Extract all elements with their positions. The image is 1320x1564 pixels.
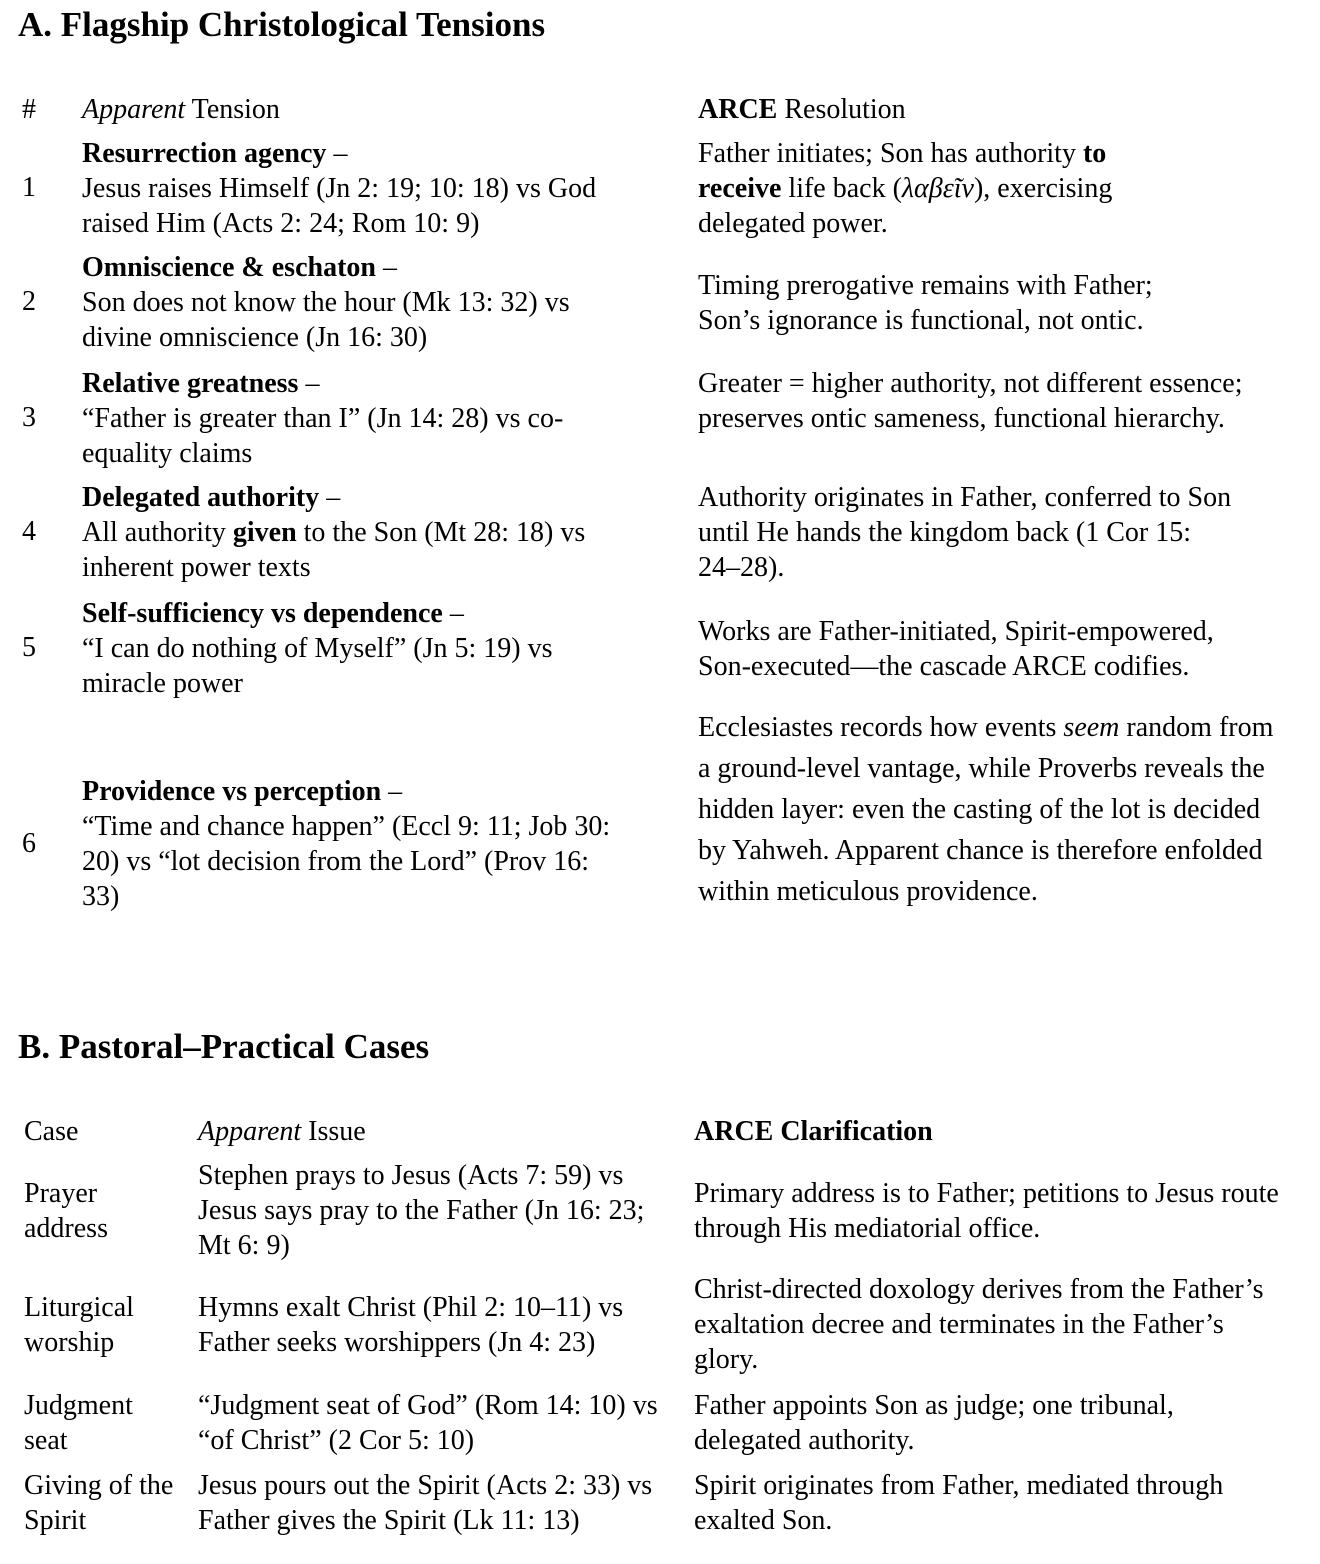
- resolution-cell: [698, 707, 1288, 912]
- section-b-title: B. Pastoral–Practical Cases: [18, 1027, 430, 1066]
- dash: –: [326, 138, 348, 169]
- apparent-label: Apparent: [82, 94, 186, 125]
- resolution-text: Father initiates; Son has authority: [698, 138, 1083, 169]
- col-header-clarification: ARCE Clarification: [694, 1116, 933, 1147]
- dash: –: [442, 598, 464, 629]
- dash: –: [298, 368, 320, 399]
- issue-cell: Hymns exalt Christ (Phil 2: 10–11) vs Father seeks worshippers (Jn 4: 23): [198, 1292, 624, 1358]
- tension-heading: Omniscience & eschaton: [82, 252, 376, 283]
- clarification-cell: Spirit originates from Father, mediated through exalted Son.: [694, 1470, 1224, 1536]
- clarification-cell: Primary address is to Father; petitions to Jesus route through His mediatorial office.: [694, 1178, 1279, 1244]
- resolution-emphasis: to receive: [698, 138, 1107, 204]
- issue-cell: “Judgment seat of God” (Rom 14: 10) vs “of Christ” (2 Cor 5: 10): [198, 1390, 658, 1456]
- tension-heading: Providence vs perception: [82, 776, 382, 807]
- issue-cell: Stephen prays to Jesus (Acts 7: 59) vs Jesus says pray to the Father (Jn 16: 23; Mt 6: 9): [198, 1160, 645, 1261]
- tension-cell: [82, 136, 682, 241]
- issue-label: Issue: [301, 1116, 366, 1147]
- resolution-cell: Timing prerogative remains with Father; Son’s ignorance is functional, not ontic.: [698, 270, 1153, 336]
- tension-cell: [82, 250, 682, 355]
- dash: –: [375, 252, 397, 283]
- clarification-cell: Christ-directed doxology derives from the Father’s exaltation decree and terminates in the Father’s glory.: [694, 1274, 1264, 1375]
- tension-cell: [82, 366, 682, 471]
- resolution-label: Resolution: [777, 94, 906, 125]
- tension-text: Jesus raises Himself (Jn 2: 19; 10: 18) vs God raised Him (Acts 2: 24; Rom 10: 9): [82, 173, 597, 239]
- row-number: 4: [22, 516, 36, 547]
- col-header-tension: [82, 92, 280, 127]
- apparent-label: Apparent: [198, 1116, 302, 1147]
- resolution-cell: Greater = higher authority, not different essence; preserves ontic sameness, functional hierarchy.: [698, 368, 1243, 434]
- dash: –: [381, 776, 403, 807]
- dash: –: [319, 482, 341, 513]
- tension-text: All authority given to the Son (Mt 28: 18) vs inherent power texts: [82, 517, 586, 583]
- row-number: 3: [22, 402, 36, 433]
- col-header-issue: [198, 1114, 366, 1149]
- tension-heading: Relative greatness: [82, 368, 299, 399]
- resolution-emphasis: seem: [1063, 712, 1120, 743]
- case-cell: Giving of the Spirit: [24, 1470, 174, 1536]
- section-a-title: A. Flagship Christological Tensions: [18, 5, 546, 44]
- resolution-cell: [698, 136, 1168, 241]
- resolution-text: random from a ground-level vantage, while Proverbs reveals the hidden layer: even the casting of the lot is decided by Yahweh. Apparent chance is therefore enfolded within meticulous providence.: [698, 712, 1274, 907]
- case-cell: Liturgical worship: [24, 1292, 134, 1358]
- tension-cell: [82, 596, 682, 701]
- col-header-case: Case: [24, 1116, 79, 1147]
- resolution-text: Ecclesiastes records how events: [698, 712, 1064, 743]
- row-number: 2: [22, 286, 36, 317]
- tension-label: Tension: [185, 94, 280, 125]
- tension-cell: [82, 480, 682, 585]
- tension-text: Son does not know the hour (Mk 13: 32) vs divine omniscience (Jn 16: 30): [82, 287, 570, 353]
- tension-emphasis: given: [232, 517, 297, 548]
- tension-heading: Delegated authority: [82, 482, 320, 513]
- issue-cell: Jesus pours out the Spirit (Acts 2: 33) vs Father gives the Spirit (Lk 11: 13): [198, 1470, 653, 1536]
- tension-cell: [82, 774, 682, 914]
- case-cell: Judgment seat: [24, 1390, 133, 1456]
- col-header-number: #: [22, 94, 36, 125]
- row-number: 1: [22, 172, 36, 203]
- row-number: 5: [22, 632, 36, 663]
- resolution-text: ), exercising delegated power.: [698, 173, 1113, 239]
- clarification-cell: Father appoints Son as judge; one tribunal, delegated authority.: [694, 1390, 1174, 1456]
- resolution-text: life back (: [781, 173, 902, 204]
- resolution-cell: Works are Father-initiated, Spirit-empowered, Son-executed—the cascade ARCE codifies.: [698, 616, 1214, 682]
- tension-heading: Self-sufficiency vs dependence: [82, 598, 443, 629]
- arce-label: ARCE: [698, 94, 778, 125]
- tension-text: “I can do nothing of Myself” (Jn 5: 19) vs miracle power: [82, 633, 553, 699]
- resolution-cell: Authority originates in Father, conferred to Son until He hands the kingdom back (1 Cor 15: 24–28).: [698, 482, 1232, 583]
- tension-heading: Resurrection agency: [82, 138, 327, 169]
- row-number: 6: [22, 828, 36, 859]
- col-header-resolution: [698, 92, 906, 127]
- case-cell: Prayer address: [24, 1178, 108, 1244]
- tension-text: “Father is greater than I” (Jn 14: 28) vs co-equality claims: [82, 403, 564, 469]
- tension-text: “Time and chance happen” (Eccl 9: 11; Job 30: 20) vs “lot decision from the Lord” (Prov 16: 33): [82, 811, 611, 912]
- greek-term: λαβεῖν: [901, 173, 974, 204]
